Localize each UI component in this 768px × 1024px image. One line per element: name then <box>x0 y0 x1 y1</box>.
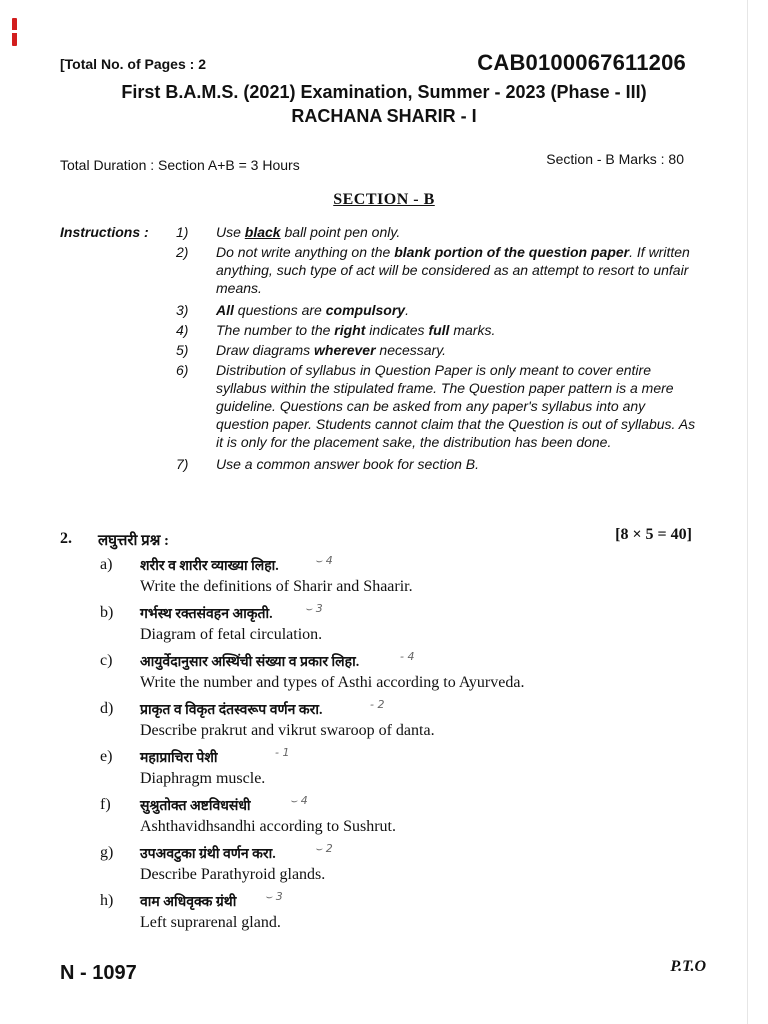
sub-question-english: Left suprarenal gland. <box>140 914 281 931</box>
subject-title: RACHANA SHARIR - I <box>291 106 477 126</box>
handwritten-tick-mark: ⌣ 4 <box>290 794 308 807</box>
instruction-number: 7) <box>176 456 189 472</box>
sub-question-english: Ashthavidhsandhi according to Sushrut. <box>140 818 396 835</box>
sub-question <box>100 556 660 604</box>
handwritten-tick-mark: - 1 <box>275 746 290 759</box>
sub-question <box>100 700 660 748</box>
instruction-text: Do not write anything on the blank portion of the question paper. If written anything, such type of act will be considered as an attempt to resort to unfair means. <box>216 244 690 296</box>
sub-question-list <box>100 556 660 940</box>
instruction-item <box>176 455 696 473</box>
instruction-number: 2) <box>176 244 189 260</box>
sub-question-marathi: वाम अधिवृक्क ग्रंथी <box>140 895 237 910</box>
sub-question-marathi: महाप्राचिरा पेशी <box>140 751 218 766</box>
instruction-item <box>176 243 696 297</box>
sub-question-letter: d) <box>100 700 114 717</box>
sub-question <box>100 892 660 940</box>
instruction-item <box>176 321 696 339</box>
exam-title: First B.A.M.S. (2021) Examination, Summer - 2023 (Phase - III) <box>121 82 647 102</box>
question-number: 2. <box>60 530 72 547</box>
sub-question-letter: f) <box>100 796 111 813</box>
instruction-text: Use black ball point pen only. <box>216 224 401 240</box>
pto-label: P.T.O <box>670 958 706 975</box>
section-marks-label: Section - B Marks : 80 <box>546 151 684 167</box>
sub-question-letter: a) <box>100 556 113 573</box>
total-pages-label: [Total No. of Pages : 2 <box>60 56 206 72</box>
instruction-item <box>176 223 696 241</box>
sub-question <box>100 796 660 844</box>
sub-question-marathi: आयुर्वेदानुसार अस्थिंची संख्या व प्रकार लिहा. <box>140 655 360 670</box>
instruction-text: Use a common answer book for section B. <box>216 456 480 472</box>
instruction-text: Distribution of syllabus in Question Paper is only meant to cover entire syllabus within the stipulated frame. The Question paper pattern is a mere guideline. Questions can be asked from any paper's syllabus into any question paper. Students cannot claim that the Question is out of syllabus. As it is only for the placement sake, the distribution has been done. <box>216 362 696 450</box>
sub-question-marathi: उपअवटुका ग्रंथी वर्णन करा. <box>140 847 276 862</box>
instruction-number: 6) <box>176 362 189 378</box>
sub-question-marathi: प्राकृत व विकृत दंतस्वरूप वर्णन करा. <box>140 703 323 718</box>
instruction-item <box>176 361 696 451</box>
instruction-number: 1) <box>176 224 189 240</box>
instruction-number: 3) <box>176 302 189 318</box>
question-title: लघुत्तरी प्रश्न : <box>98 533 170 549</box>
sub-question <box>100 652 660 700</box>
question-marks: [8 × 5 = 40] <box>615 526 692 543</box>
sub-question-english: Write the number and types of Asthi according to Ayurveda. <box>140 674 525 691</box>
handwritten-tick-mark: - 2 <box>370 698 385 711</box>
sub-question <box>100 844 660 892</box>
handwritten-tick-mark: ⌣ 4 <box>315 554 333 567</box>
instruction-number: 4) <box>176 322 189 338</box>
instruction-text: The number to the right indicates full marks. <box>216 322 496 338</box>
sub-question-english: Describe Parathyroid glands. <box>140 866 326 883</box>
sub-question-english: Diagram of fetal circulation. <box>140 626 323 643</box>
sub-question-letter: h) <box>100 892 114 909</box>
instruction-text: All questions are compulsory. <box>216 302 409 318</box>
handwritten-tick-mark: - 4 <box>400 650 415 663</box>
sub-question-marathi: शरीर व शारीर व्याख्या लिहा. <box>140 559 279 574</box>
instruction-item <box>176 341 696 359</box>
sub-question-english: Describe prakrut and vikrut swaroop of danta. <box>140 722 435 739</box>
red-edge-mark <box>12 18 17 46</box>
instruction-text: Draw diagrams wherever necessary. <box>216 342 447 358</box>
paper-code: CAB0100067611206 <box>477 50 686 75</box>
sub-question <box>100 604 660 652</box>
handwritten-tick-mark: ⌣ 2 <box>315 842 333 855</box>
sub-question-marathi: गर्भस्थ रक्तसंवहन आकृती. <box>140 607 273 622</box>
instruction-item <box>176 301 696 319</box>
section-heading: SECTION - B <box>333 191 435 208</box>
sub-question-english: Diaphragm muscle. <box>140 770 266 787</box>
sub-question <box>100 748 660 796</box>
sub-question-letter: g) <box>100 844 114 861</box>
sub-question-english: Write the definitions of Sharir and Shaarir. <box>140 578 413 595</box>
instruction-number: 5) <box>176 342 189 358</box>
sub-question-letter: e) <box>100 748 113 765</box>
handwritten-tick-mark: ⌣ 3 <box>265 890 283 903</box>
sub-question-marathi: सुश्रुतोक्त अष्टविधसंधी <box>140 799 251 814</box>
sub-question-letter: b) <box>100 604 114 621</box>
duration-label: Total Duration : Section A+B = 3 Hours <box>60 157 300 173</box>
handwritten-tick-mark: ⌣ 3 <box>305 602 323 615</box>
page-edge-line <box>747 0 748 1024</box>
sub-question-letter: c) <box>100 652 113 669</box>
instructions-list <box>176 223 696 475</box>
instructions-label: Instructions : <box>60 224 149 240</box>
footer-paper-number: N - 1097 <box>60 962 137 984</box>
